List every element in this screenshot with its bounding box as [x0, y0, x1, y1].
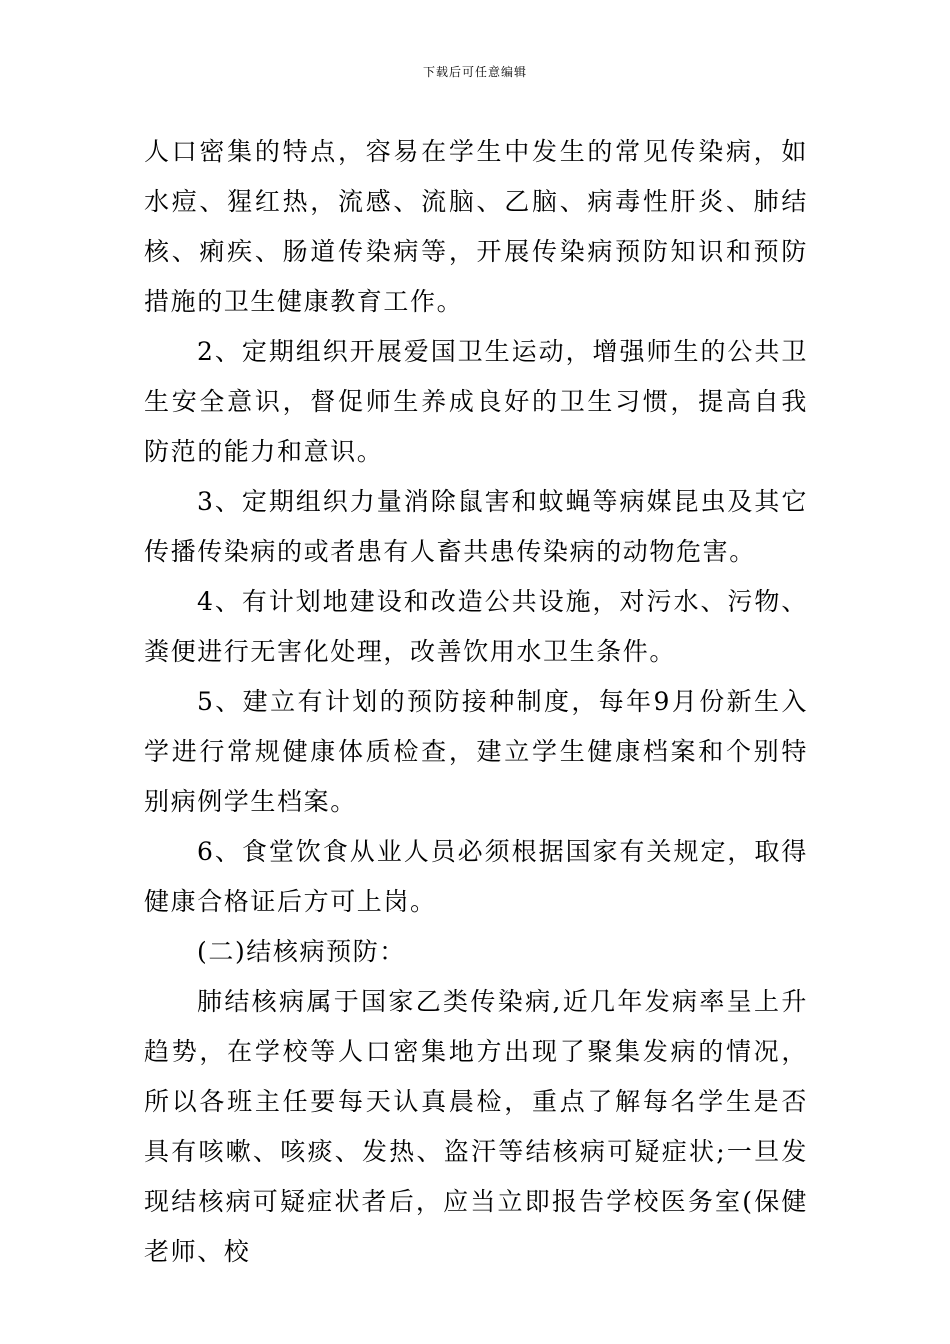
paragraph-1: 人口密集的特点，容易在学生中发生的常见传染病，如水痘、猩红热，流感、流脑、乙脑、病毒性肝炎、肺结核、痢疾、肠道传染病等，开展传染病预防知识和预防措施的卫生健康教育工作。: [144, 137, 808, 316]
paragraph-8: 肺结核病属于国家乙类传染病,近几年发病率呈上升趋势，在学校等人口密集地方出现了聚集发病的情况，所以各班主任要每天认真晨检，重点了解每名学生是否具有咳嗽、咳痰、发热、盗汗等结核病可疑症状;一旦发现结核病可疑症状者后，应当立即报告学校医务室(保健老师、校: [144, 987, 808, 1266]
paragraph-4: 4、有计划地建设和改造公共设施，对污水、污物、粪便进行无害化处理，改善饮用水卫生条件。: [144, 587, 808, 666]
paragraph-3: 3、定期组织力量消除鼠害和蚊蝇等病媒昆虫及其它传播传染病的或者患有人畜共患传染病的动物危害。: [144, 487, 808, 566]
document-body: [144, 127, 808, 1277]
paragraph-5: 5、建立有计划的预防接种制度，每年9月份新生入学进行常规健康体质检查，建立学生健康档案和个别特别病例学生档案。: [144, 687, 808, 816]
section-heading: (二)结核病预防：: [197, 937, 406, 966]
paragraph-6: 6、食堂饮食从业人员必须根据国家有关规定，取得健康合格证后方可上岗。: [144, 837, 808, 916]
paragraph-2: 2、定期组织开展爱国卫生运动，增强师生的公共卫生安全意识，督促师生养成良好的卫生习惯，提高自我防范的能力和意识。: [144, 337, 808, 466]
page-header: 下载后可任意编辑: [422, 65, 527, 79]
